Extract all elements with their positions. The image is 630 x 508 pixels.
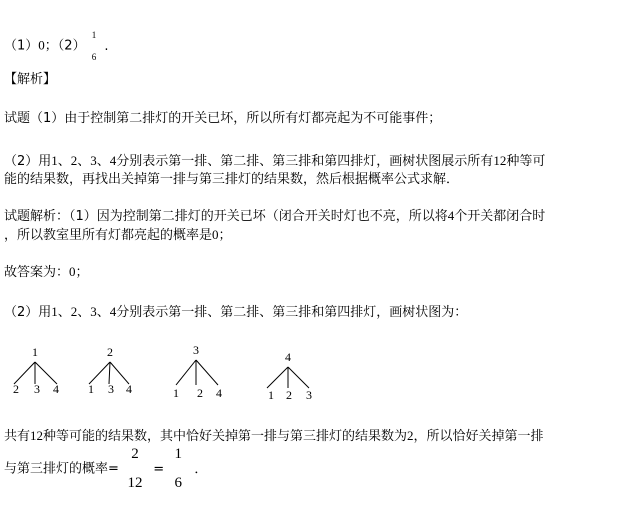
- tree-branch: [35, 362, 57, 384]
- solution-line1: [4, 208, 545, 225]
- conclusion-line1: [4, 428, 544, 445]
- tree-leaf-label: 3: [108, 382, 114, 396]
- fraction-numerator: 1: [91, 30, 97, 40]
- shiti-part1: 试题（1）由于控制第二排灯的开关已坏，所以所有灯都亮起为不可能事件；: [4, 111, 442, 126]
- tree-leaf-label: 4: [53, 382, 59, 396]
- conclusion-text-b: 种等可能的结果数，其中恰好关掉第一排与第三排灯的结果数为: [43, 429, 408, 444]
- solution-text-c: ，所以教室里所有灯都亮起的概率是: [4, 228, 213, 243]
- fraction-1-denominator: 12: [127, 475, 143, 491]
- tree-branch: [110, 362, 129, 384]
- tree-intro-text-b: 分别表示第一排、第二排、第三排和第四排灯，画树状图为：: [116, 305, 468, 320]
- conclusion-end: ．: [194, 461, 208, 477]
- conclusion-line2: [4, 446, 208, 491]
- tree-leaf-label: 1: [268, 388, 274, 402]
- tree-root-label: 4: [285, 350, 291, 364]
- fraction-2-denominator: 6: [174, 475, 182, 491]
- answer-is-end: ；: [75, 265, 89, 280]
- conclusion-text-a: 共有: [4, 429, 31, 444]
- tree-3: [173, 343, 222, 400]
- probability-fraction-1: [123, 446, 147, 492]
- tree-4: [267, 350, 312, 402]
- analysis-num12: 12: [493, 153, 507, 168]
- tree-diagram: [0, 340, 630, 410]
- tree-branch: [267, 367, 288, 388]
- solution-num4: 4: [447, 208, 455, 223]
- conclusion-num12: 12: [30, 428, 44, 443]
- analysis-text-c: 种等可: [506, 154, 546, 169]
- tree-branch: [176, 360, 196, 385]
- part1-label: （1）: [4, 38, 39, 54]
- jiexi-header: 【解析】: [4, 72, 57, 87]
- analysis-line2: 能的结果数，再找出关掉第一排与第三排灯的结果数，然后根据概率公式求解．: [4, 172, 460, 187]
- separator: ；: [44, 38, 58, 54]
- tree-root-label: 1: [32, 345, 38, 359]
- equals-sign: =: [153, 461, 165, 477]
- solution-num0: 0: [212, 227, 219, 242]
- tree-leaf-label: 1: [173, 386, 179, 400]
- tree-leaf-label: 2: [286, 388, 292, 402]
- solution-text-d: ；: [218, 228, 232, 243]
- tree-leaf-label: 4: [126, 382, 132, 396]
- solution-text-b: 个开关都闭合时: [454, 209, 546, 224]
- fraction-1-numerator: 2: [131, 446, 139, 462]
- tree-branch: [89, 362, 110, 384]
- tree-root-label: 3: [193, 343, 199, 357]
- conclusion-text-d: 与第三排灯的概率=: [4, 461, 119, 477]
- tree-leaf-label: 3: [34, 382, 40, 396]
- tree-intro-line: [4, 304, 467, 321]
- tree-intro-nums: 1、2、3、4: [51, 304, 117, 319]
- analysis-text: （2）用: [4, 154, 52, 169]
- tree-leaf-label: 2: [197, 386, 203, 400]
- conclusion-num2: 2: [407, 428, 414, 443]
- tree-leaf-label: 1: [88, 382, 94, 396]
- analysis-text-b: 分别表示第一排、第二排、第三排和第四排灯，画树状图展示所有: [116, 154, 494, 169]
- tree-1: [13, 345, 59, 396]
- answer-line: [4, 30, 109, 62]
- tree-leaf-label: 2: [13, 382, 19, 396]
- part2-label: （2）: [57, 38, 86, 54]
- conclusion-text-c: ，所以恰好关掉第一排: [413, 429, 544, 444]
- answer-is-value: 0: [69, 264, 76, 279]
- tree-2: [88, 345, 132, 396]
- tree-branch: [109, 362, 110, 384]
- tree-root-label: 2: [107, 345, 113, 359]
- part1-value: 0: [38, 37, 45, 53]
- answer-end: .: [104, 38, 109, 54]
- tree-branch: [14, 362, 35, 384]
- tree-leaf-label: 4: [216, 386, 222, 400]
- analysis-nums: 1、2、3、4: [51, 153, 117, 168]
- analysis-line1: [4, 153, 545, 170]
- probability-fraction-2: [170, 446, 186, 492]
- solution-text-a: 试题解析：（1）因为控制第二排灯的开关已坏（闭合开关时灯也不亮，所以将: [4, 209, 448, 224]
- answer-is-text: 故答案为：: [4, 265, 70, 280]
- tree-intro-text-a: （2）用: [4, 305, 52, 320]
- tree-branch: [288, 367, 309, 388]
- tree-branch: [196, 360, 218, 385]
- solution-line2: [4, 227, 232, 244]
- answer-fraction: [92, 30, 97, 62]
- tree-leaf-label: 3: [306, 388, 312, 402]
- fraction-2-numerator: 1: [174, 446, 182, 462]
- fraction-denominator: 6: [91, 52, 97, 62]
- answer-is-line: [4, 264, 89, 281]
